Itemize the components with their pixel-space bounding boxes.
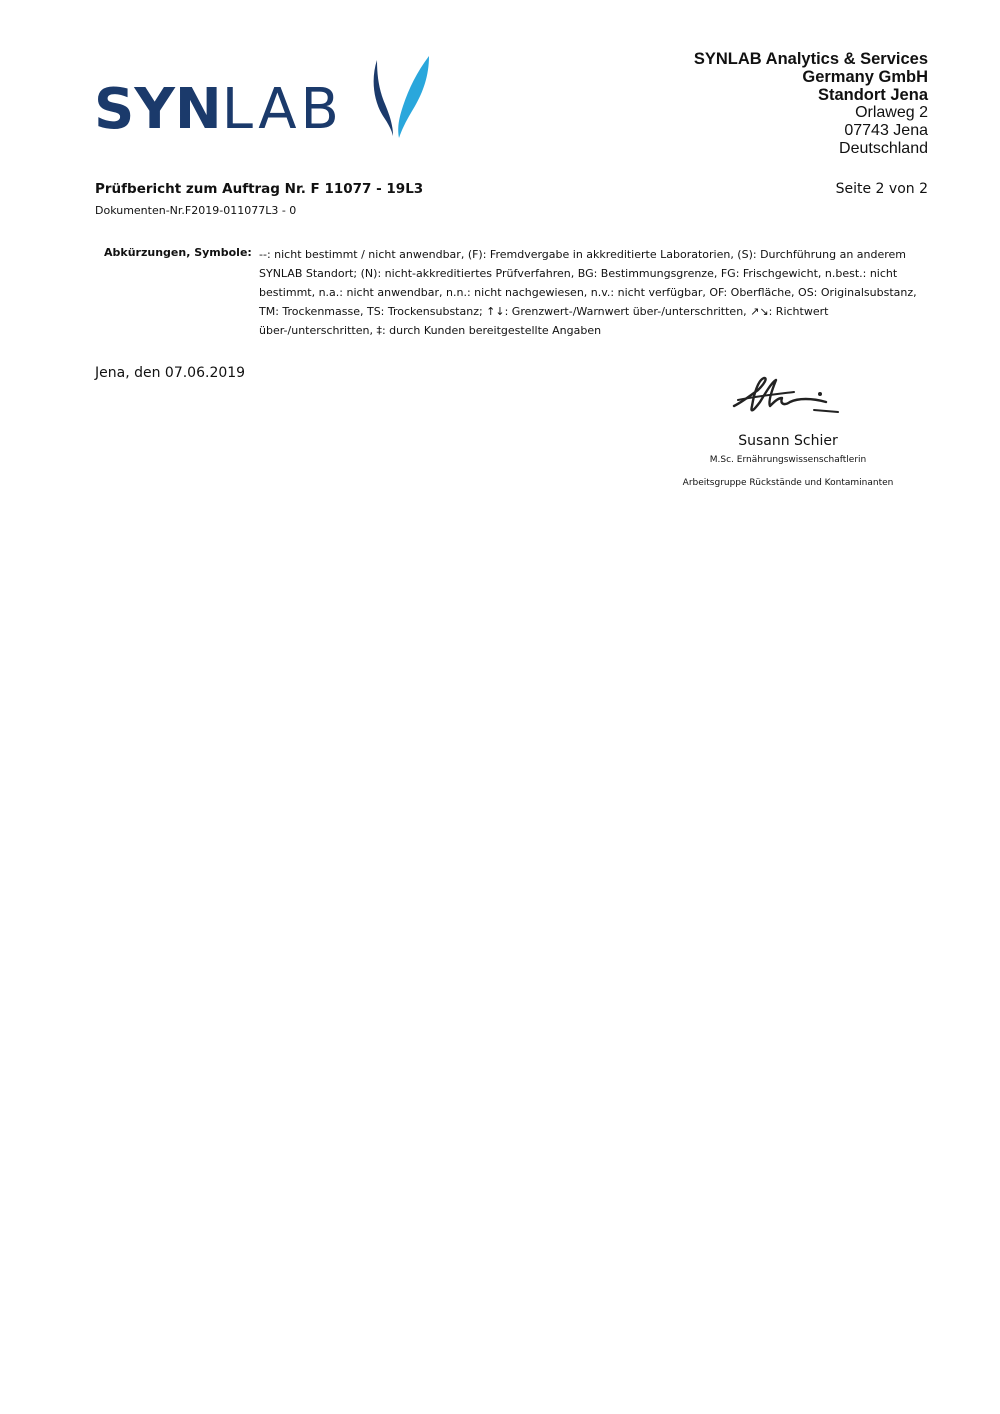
report-title: Prüfbericht zum Auftrag Nr. F 11077 - 19L3	[95, 181, 424, 197]
place-date: Jena, den 07.06.2019	[95, 365, 246, 381]
abbreviations-text: --: nicht bestimmt / nicht anwendbar, (F): Fremdvergabe in akkreditierte Laboratorien, (S): Durchführung an anderem SYNLAB Standort; (N): nicht-akkreditiertes Prüfverfahren, BG: Bestimmungsgrenze, FG: Frischgewicht, n.best.: nicht bestimmt, n.a.: nicht anwendbar, n.n.: nicht nachgewiesen, n.v.: nicht verfügbar, OF: Oberfläche, OS: Originalsubstanz, TM: Trockenmasse, TS: Trockensubstanz; ↑↓: Grenzwert-/Warnwert über-/unterschritten, ↗↘: Richtwert über-/unterschritten, ‡: durch Kunden bereitgestellte Angaben	[259, 248, 917, 337]
signer-group: Arbeitsgruppe Rückstände und Kontaminanten	[682, 478, 894, 488]
signer-block	[660, 432, 916, 489]
company-city: 07743 Jena	[844, 122, 928, 139]
signer-name: Susann Schier	[738, 433, 838, 449]
company-name-line1: SYNLAB Analytics & Services	[693, 50, 928, 68]
logo-word-light: LAB	[221, 77, 343, 142]
company-location: Standort Jena	[817, 86, 928, 104]
company-name-line2: Germany GmbH	[802, 68, 928, 86]
signer-title: M.Sc. Ernährungswissenschaftlerin	[709, 455, 867, 465]
company-street: Orlaweg 2	[855, 104, 928, 121]
synlab-wave-icon	[369, 54, 439, 140]
logo-word-bold: SYN	[94, 77, 222, 142]
abbreviations-label: Abkürzungen, Symbole:	[104, 246, 252, 259]
logo-wordmark	[94, 77, 343, 142]
document-number: Dokumenten-Nr.F2019-011077L3 - 0	[95, 204, 297, 217]
synlab-logo	[94, 54, 439, 140]
company-address	[528, 50, 928, 158]
page-number: Seite 2 von 2	[835, 181, 928, 197]
company-country: Deutschland	[839, 140, 928, 157]
handwritten-signature	[728, 372, 848, 420]
